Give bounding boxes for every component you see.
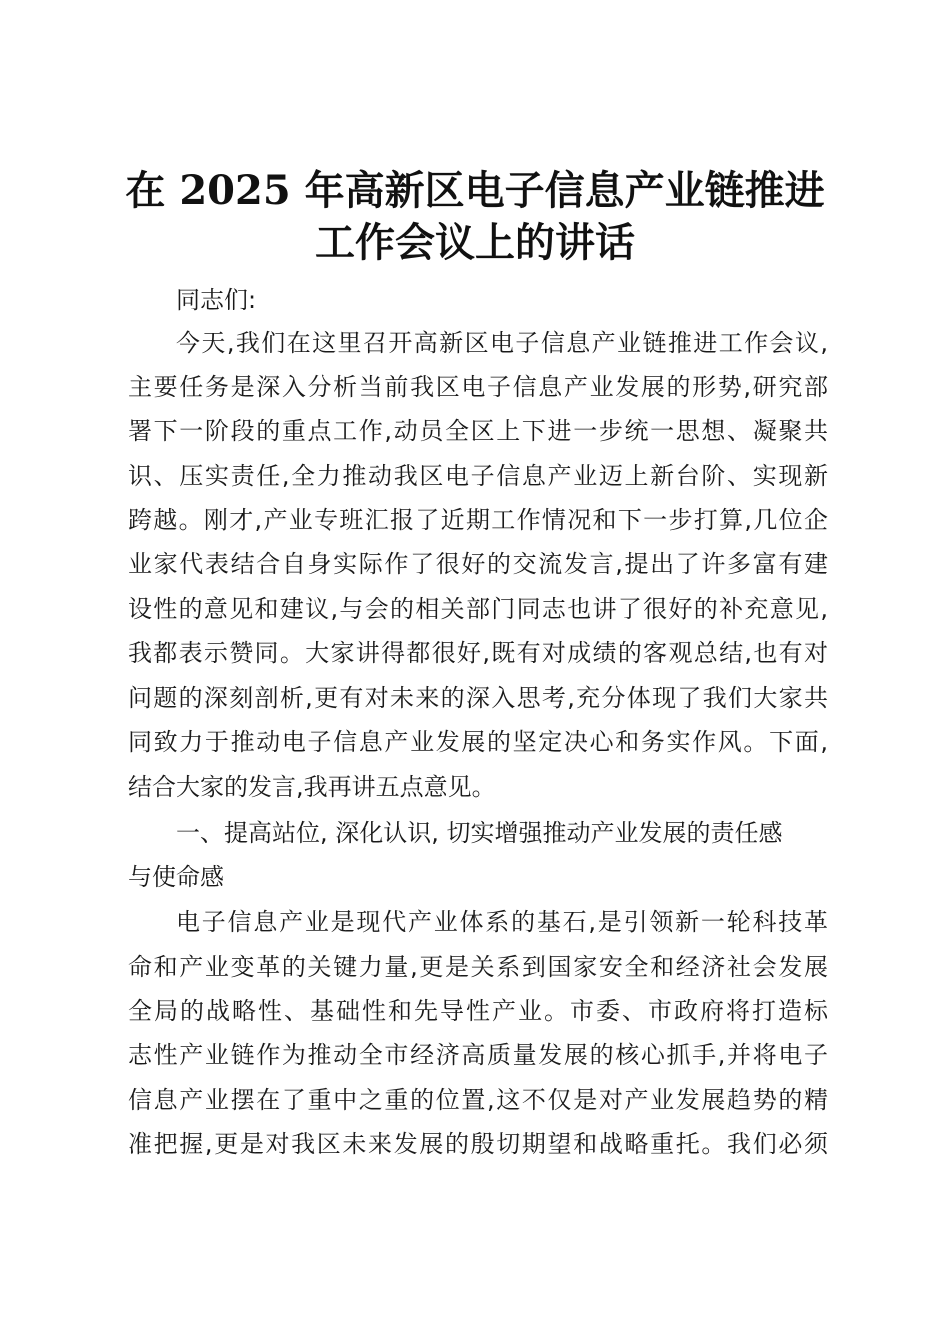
body-line: 我都表示赞同。大家讲得都很好,既有对成绩的客观总结,也有对	[128, 639, 828, 667]
body-line: 准把握,更是对我区未来发展的殷切期望和战略重托。我们必须	[128, 1130, 828, 1158]
body-line: 署下一阶段的重点工作,动员全区上下进一步统一思想、凝聚共	[128, 417, 828, 445]
body-line: 信息产业摆在了重中之重的位置,这不仅是对产业发展趋势的精	[128, 1086, 828, 1114]
speech-title-line-1: 在 2025 年高新区电子信息产业链推进	[125, 167, 825, 214]
speech-title-line-2: 工作会议上的讲话	[315, 219, 635, 266]
body-line: 主要任务是深入分析当前我区电子信息产业发展的形势,研究部	[128, 373, 828, 401]
body-line: 结合大家的发言,我再讲五点意见。	[128, 773, 496, 801]
body-line: 问题的深刻剖析,更有对未来的深入思考,充分体现了我们大家共	[128, 684, 828, 712]
section-heading-1: 一、提高站位, 深化认识, 切实增强推动产业发展的责任感	[176, 819, 783, 847]
salutation: 同志们:	[176, 286, 257, 314]
body-line: 电子信息产业是现代产业体系的基石,是引领新一轮科技革	[176, 908, 828, 936]
body-line: 志性产业链作为推动全市经济高质量发展的核心抓手,并将电子	[128, 1041, 828, 1069]
section-heading-1-cont: 与使命感	[128, 863, 224, 891]
body-line: 全局的战略性、基础性和先导性产业。市委、市政府将打造标	[128, 997, 828, 1025]
body-line: 今天,我们在这里召开高新区电子信息产业链推进工作会议,	[176, 329, 828, 357]
body-line: 命和产业变革的关键力量,更是关系到国家安全和经济社会发展	[128, 953, 828, 981]
body-line: 业家代表结合自身实际作了很好的交流发言,提出了许多富有建	[128, 550, 828, 578]
body-line: 识、压实责任,全力推动我区电子信息产业迈上新台阶、实现新	[128, 462, 828, 490]
body-line: 同致力于推动电子信息产业发展的坚定决心和务实作风。下面,	[128, 728, 828, 756]
body-line: 跨越。刚才,产业专班汇报了近期工作情况和下一步打算,几位企	[128, 506, 828, 534]
body-line: 设性的意见和建议,与会的相关部门同志也讲了很好的补充意见,	[128, 595, 828, 623]
